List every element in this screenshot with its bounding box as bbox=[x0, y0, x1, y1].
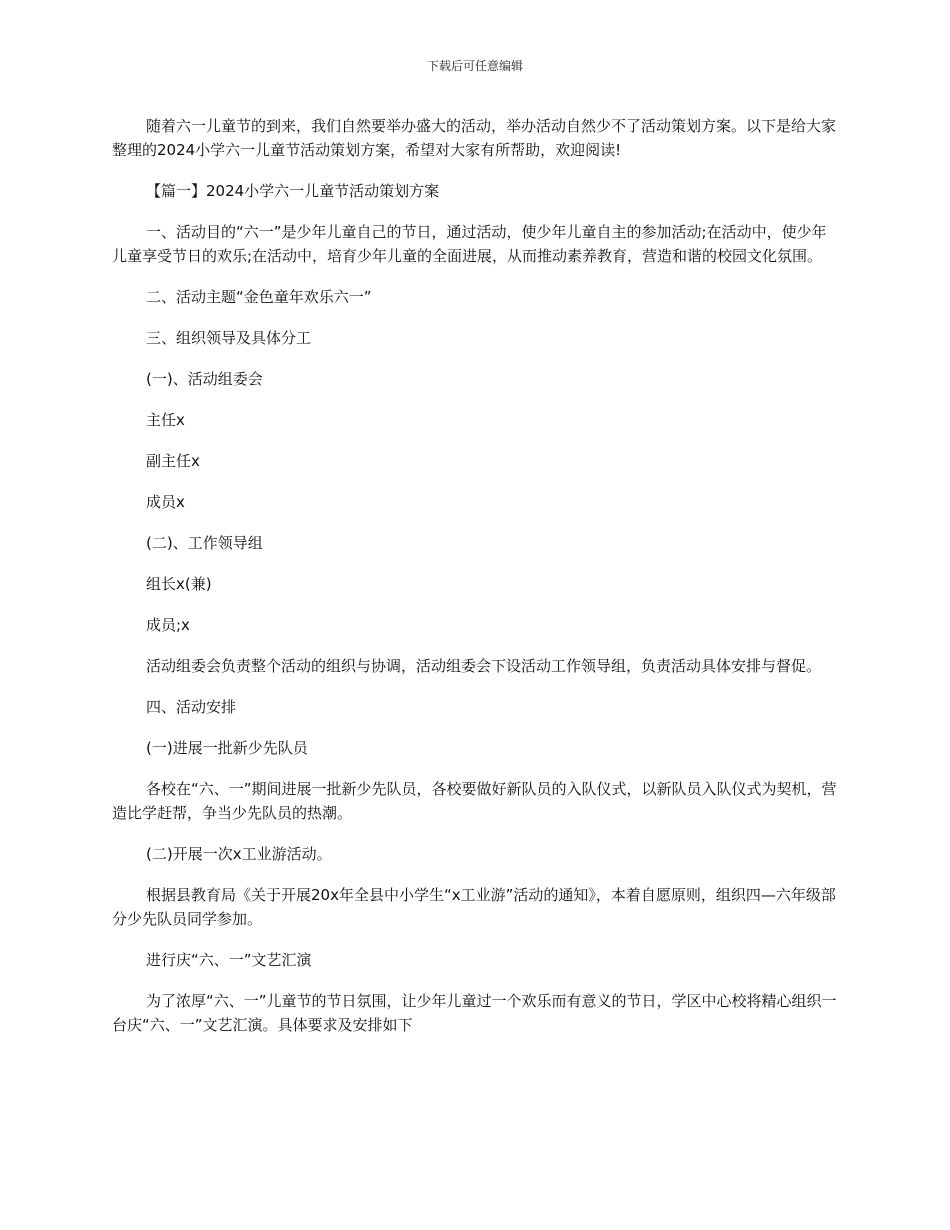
paragraph-group-members: 成员;x bbox=[146, 616, 190, 634]
paragraph-arrangement: 四、活动安排 bbox=[146, 698, 237, 716]
paragraph-performance: 进行庆“六、一”文艺汇演 bbox=[146, 951, 312, 969]
paragraph-members: 成员x bbox=[146, 493, 185, 511]
paragraph-director: 主任x bbox=[146, 411, 185, 429]
paragraph-industrial-tour: (二)开展一次x工业游活动。 bbox=[146, 845, 332, 863]
paragraph-theme: 二、活动主题“金色童年欢乐六一” bbox=[146, 288, 372, 306]
paragraph-performance-detail: 为了浓厚“六、一”儿童节的节日氛围，让少年儿童过一个欢乐而有意义的节日，学区中心校将精心组织一台庆“六、一”文艺汇演。具体要求及安排如下 bbox=[112, 992, 837, 1034]
paragraph-purpose: 一、活动目的“六一”是少年儿童自己的节日，通过活动，使少年儿童自主的参加活动;在活动中，使少年儿童享受节日的欢乐;在活动中，培育少年儿童的全面进展，从而推动素养教育，营造和谐的校园文化氛围。 bbox=[112, 223, 827, 265]
paragraph-organization: 三、组织领导及具体分工 bbox=[146, 329, 312, 347]
paragraph-new-members: (一)进展一批新少先队员 bbox=[146, 739, 308, 757]
paragraph-group-leader: 组长x(兼) bbox=[146, 575, 212, 593]
paragraph-industrial-tour-detail: 根据县教育局《关于开展20x年全县中小学生“x工业游”活动的通知》，本着自愿原则，组织四—六年级部分少先队员同学参加。 bbox=[112, 886, 836, 928]
header-note: 下载后可任意编辑 bbox=[426, 59, 523, 73]
paragraph-deputy-director: 副主任x bbox=[146, 452, 200, 470]
paragraph-committee: (一)、活动组委会 bbox=[146, 370, 263, 388]
section-title: 【篇一】2024小学六一儿童节活动策划方案 bbox=[146, 182, 440, 200]
paragraph-responsibility: 活动组委会负责整个活动的组织与协调，活动组委会下设活动工作领导组，负责活动具体安排与督促。 bbox=[146, 657, 822, 675]
paragraph-intro: 随着六一儿童节的到来，我们自然要举办盛大的活动，举办活动自然少不了活动策划方案。以下是给大家整理的2024小学六一儿童节活动策划方案，希望对大家有所帮助，欢迎阅读! bbox=[112, 117, 837, 159]
document-body bbox=[112, 114, 838, 1054]
paragraph-new-members-detail: 各校在“六、一”期间进展一批新少先队员，各校要做好新队员的入队仪式，以新队员入队仪式为契机，营造比学赶帮，争当少先队员的热潮。 bbox=[112, 780, 837, 822]
paragraph-work-group: (二)、工作领导组 bbox=[146, 534, 263, 552]
